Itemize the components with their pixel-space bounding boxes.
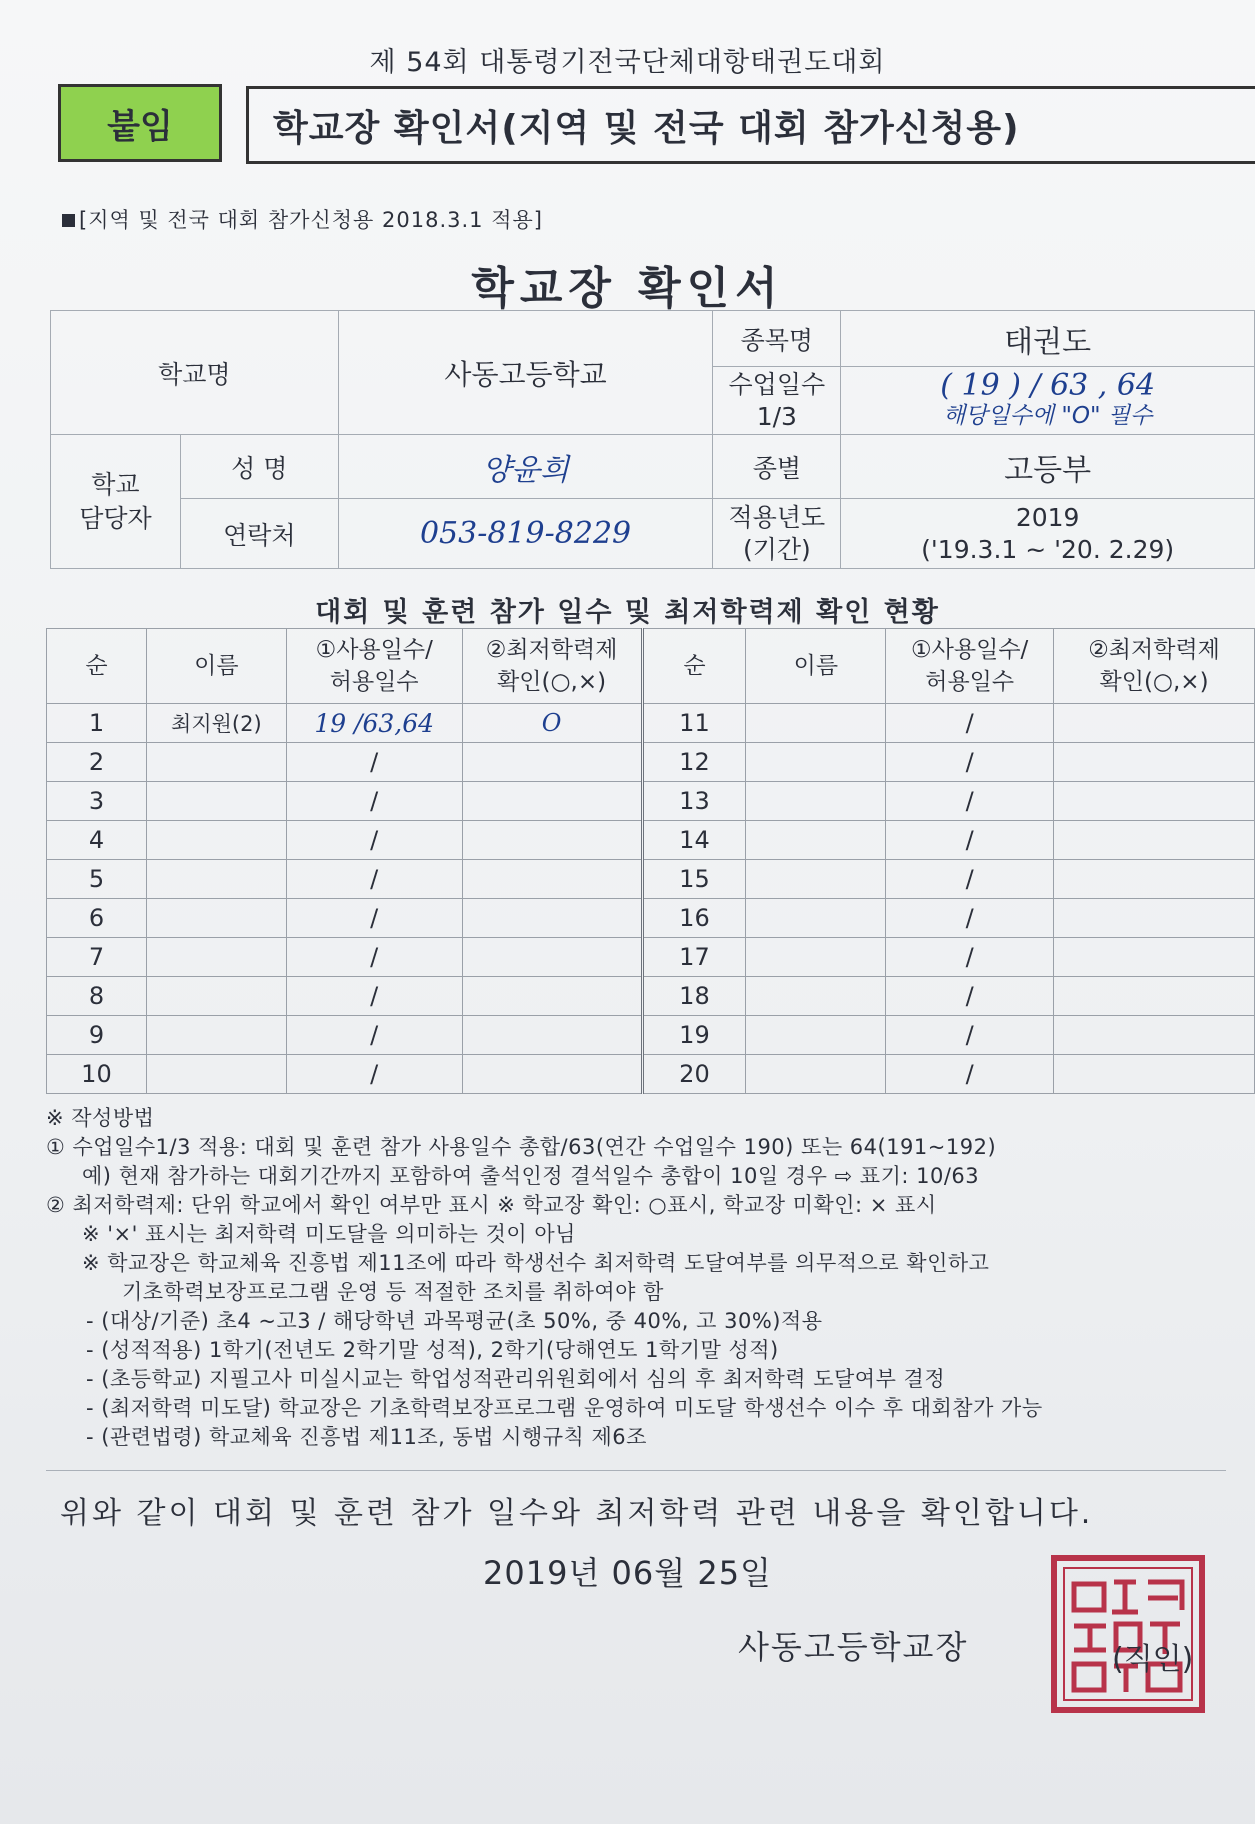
header-days-left: ①사용일수/ 허용일수 [286, 629, 462, 704]
note-1-example: 예) 현재 참가하는 대회기간까지 포함하여 출석인정 결석일수 총합이 10일 경우 ⇨ 표기: 10/63 [82, 1164, 980, 1188]
header-no-left: 순 [47, 629, 147, 704]
table-row: 2 / 12 / [47, 743, 1255, 782]
year-value: 2019 [1015, 502, 1080, 532]
info-table [50, 310, 1255, 569]
notes-section [46, 1104, 1246, 1452]
table-row: 5 / 15 / [47, 860, 1255, 899]
issue-date: 2019년 06월 25일 [483, 1554, 772, 1592]
participation-table [46, 628, 1255, 1094]
name-label: 성 명 [180, 435, 338, 499]
class-days-cell [841, 367, 1255, 435]
detail-4: - (최저학력 미도달) 학교장은 기초학력보장프로그램 운영하여 미도달 학생선수 이수 후 대회참가 가능 [86, 1396, 1043, 1420]
manager-label: 학교 담당자 [51, 435, 181, 569]
table-row: 1 최지원(2) 19 /63,64 O 11 / [47, 704, 1255, 743]
event-title: 제 54회 대통령기전국단체대항태권도대회 [369, 47, 886, 78]
sport-label: 종목명 [713, 311, 841, 367]
note-2: ② 최저학력제: 단위 학교에서 확인 여부만 표시 ※ 학교장 확인: ○표시, 학교장 미확인: × 표시 [46, 1193, 937, 1217]
notes-title: ※ 작성방법 [46, 1106, 155, 1130]
header-name-left: 이름 [146, 629, 286, 704]
school-name-value: 사동고등학교 [338, 311, 713, 435]
table-row: 7 / 17 / [47, 938, 1255, 977]
division-value: 고등부 [841, 435, 1255, 499]
confirm-text: 위와 같이 대회 및 훈련 참가 일수와 최저학력 관련 내용을 확인합니다. [60, 1496, 1094, 1531]
note-4: ※ 학교장은 학교체육 진흥법 제11조에 따라 학생선수 최저학력 도달여부를 의무적으로 확인하고 [82, 1251, 990, 1275]
name-value: 양윤희 [338, 435, 713, 499]
divider [46, 1470, 1226, 1471]
contact-value: 053-819-8229 [338, 499, 713, 569]
subnote-text: [지역 및 전국 대회 참가신청용 2018.3.1 적용] [79, 208, 543, 232]
header-check-left: ②최저학력제 확인(○,×) [462, 629, 642, 704]
principal-title: 사동고등학교장 [738, 1628, 969, 1666]
attachment-label: 붙임 [58, 84, 222, 162]
detail-3: - (초등학교) 지필고사 미실시교는 학업성적관리위원회에서 심의 후 최저학력 도달여부 결정 [86, 1367, 946, 1391]
contact-label: 연락처 [180, 499, 338, 569]
sport-value: 태권도 [841, 311, 1255, 367]
table-row: 9 / 19 / [47, 1016, 1255, 1055]
note-1: ① 수업일수1/3 적용: 대회 및 훈련 참가 사용일수 총합/63(연간 수업일수 190) 또는 64(191~192) [46, 1135, 997, 1159]
detail-5: - (관련법령) 학교체육 진흥법 제11조, 동법 시행규칙 제6조 [86, 1425, 647, 1449]
class-days-label: 수업일수 1/3 [713, 367, 841, 435]
year-period: ('19.3.1 ~ '20. 2.29) [921, 534, 1175, 564]
table-row: 10 / 20 / [47, 1055, 1255, 1094]
note-4-cont: 기초학력보장프로그램 운영 등 적절한 조치를 취하여야 함 [122, 1280, 664, 1304]
header-check-right: ②최저학력제 확인(○,×) [1054, 629, 1255, 704]
detail-1: - (대상/기준) 초4 ~고3 / 해당학년 과목평균(초 50%, 중 40%, 고 30%)적용 [86, 1309, 823, 1333]
seal-label: (직인) [1112, 1642, 1194, 1677]
year-label: 적용년도 (기간) [713, 499, 841, 569]
table-row: 4 / 14 / [47, 821, 1255, 860]
square-bullet-icon [62, 214, 75, 227]
year-cell [841, 499, 1255, 569]
table-row: 6 / 16 / [47, 899, 1255, 938]
main-title: 학교장 확인서 [471, 263, 784, 314]
note-3: ※ '×' 표시는 최저학력 미도달을 의미하는 것이 아님 [82, 1222, 576, 1246]
detail-2: - (성적적용) 1학기(전년도 2학기말 성적), 2학기(당해연도 1학기말 성적) [86, 1338, 779, 1362]
header-no-right: 순 [642, 629, 746, 704]
subnote [62, 204, 543, 234]
header-days-right: ①사용일수/ 허용일수 [886, 629, 1054, 704]
class-days-value: ( 19 ) / 63 , 64 [940, 367, 1156, 403]
school-name-label: 학교명 [51, 311, 339, 435]
table-row: 8 / 18 / [47, 977, 1255, 1016]
class-days-note: 해당일수에 "O" 필수 [942, 402, 1153, 429]
form-title: 학교장 확인서(지역 및 전국 대회 참가신청용) [246, 86, 1255, 164]
header-name-right: 이름 [746, 629, 886, 704]
section-title: 대회 및 훈련 참가 일수 및 최저학력제 확인 현황 [315, 597, 940, 628]
table-row: 3 / 13 / [47, 782, 1255, 821]
division-label: 종별 [713, 435, 841, 499]
